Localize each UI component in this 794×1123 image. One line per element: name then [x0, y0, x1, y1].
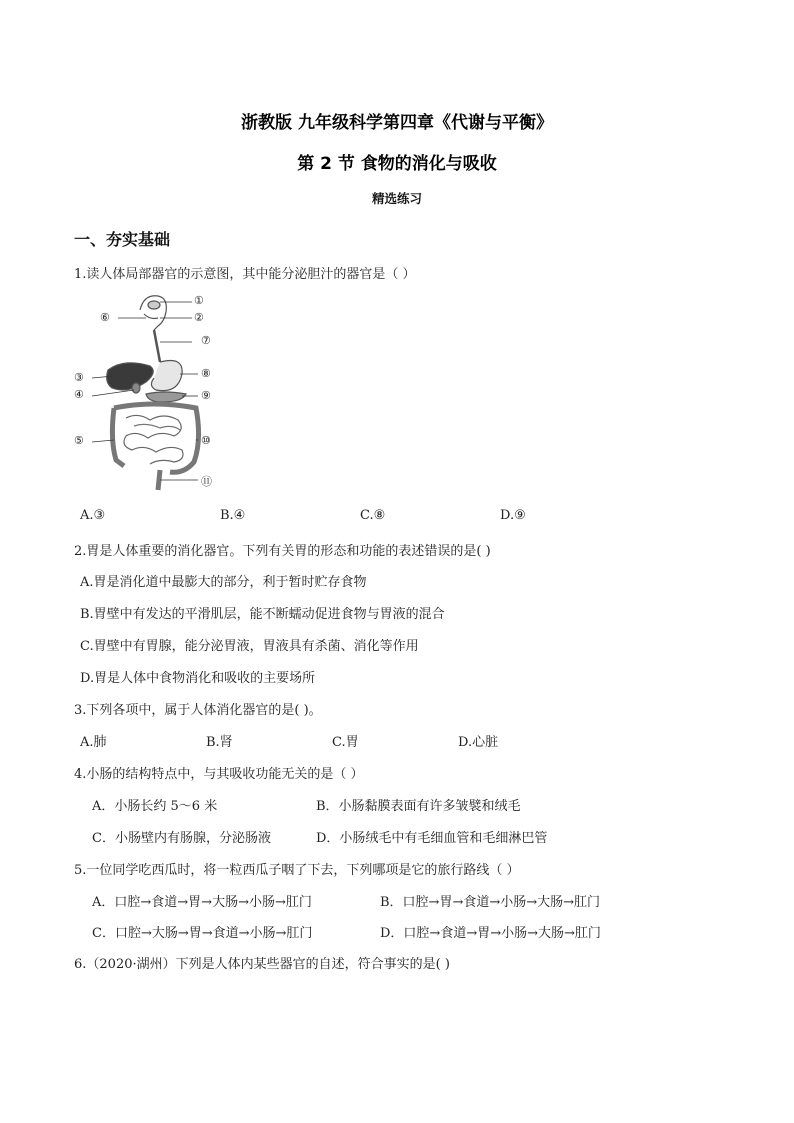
question-5-option-a[interactable]: A．口腔→食道→胃→大肠→小肠→肛门 [92, 895, 312, 910]
figure-label-11: ⑪ [201, 475, 212, 488]
question-3-stem: 3.下列各项中，属于人体消化器官的是( )。 [74, 703, 322, 718]
figure-label-9: ⑨ [201, 389, 211, 402]
question-2-option-c[interactable]: C.胃壁中有胃腺，能分泌胃液，胃液具有杀菌、消化等作用 [80, 639, 419, 654]
question-4-option-b[interactable]: B．小肠黏膜表面有许多皱襞和绒毛 [316, 799, 521, 814]
question-4-option-a[interactable]: A．小肠长约 5～6 米 [92, 799, 218, 814]
part-heading: 一、夯实基础 [74, 230, 171, 249]
question-1-option-b[interactable]: B.④ [220, 508, 246, 523]
question-1-option-c[interactable]: C.⑧ [360, 508, 386, 523]
figure-label-10: ⑩ [201, 434, 211, 447]
section-title: 第 2 节 食物的消化与吸收 [297, 154, 497, 174]
figure-label-7: ⑦ [201, 334, 211, 347]
question-6-stem: 6.（2020·湖州）下列是人体内某些器官的自述，符合事实的是( ) [74, 957, 450, 972]
document-subtitle: 精选练习 [371, 191, 422, 206]
question-4-option-c[interactable]: C．小肠壁内有肠腺，分泌肠液 [92, 831, 271, 846]
question-1-stem: 1.读人体局部器官的示意图，其中能分泌胆汁的器官是（ ） [74, 267, 416, 282]
question-2-option-a[interactable]: A.胃是消化道中最膨大的部分，利于暂时贮存食物 [80, 575, 367, 590]
question-2-option-b[interactable]: B.胃壁中有发达的平滑肌层，能不断蠕动促进食物与胃液的混合 [80, 607, 445, 622]
question-3-option-a[interactable]: A.肺 [80, 735, 107, 750]
figure-label-1: ① [194, 294, 204, 307]
figure-label-8: ⑧ [201, 367, 211, 380]
figure-label-6: ⑥ [100, 311, 110, 324]
question-3-option-c[interactable]: C.胃 [332, 735, 359, 750]
figure-label-5: ⑤ [74, 434, 84, 447]
question-2-stem: 2.胃是人体重要的消化器官。下列有关胃的形态和功能的表述错误的是( ) [74, 544, 491, 559]
question-5-option-d[interactable]: D．口腔→食道→胃→小肠→大肠→肛门 [380, 926, 601, 941]
question-1-option-a[interactable]: A.③ [80, 508, 106, 523]
question-3-option-d[interactable]: D.心脏 [458, 735, 499, 750]
figure-label-3: ③ [74, 371, 84, 384]
question-5-option-b[interactable]: B．口腔→胃→食道→小肠→大肠→肛门 [380, 895, 601, 910]
question-4-option-d[interactable]: D．小肠绒毛中有毛细血管和毛细淋巴管 [316, 831, 548, 846]
question-1-option-d[interactable]: D.⑨ [500, 508, 526, 523]
document-title: 浙教版 九年级科学第四章《代谢与平衡》 [241, 113, 553, 133]
question-3-option-b[interactable]: B.肾 [206, 735, 233, 750]
question-4-stem: 4.小肠的结构特点中，与其吸收功能无关的是（ ） [74, 767, 364, 782]
question-5-stem: 5.一位同学吃西瓜时，将一粒西瓜子咽了下去，下列哪项是它的旅行路线（ ） [74, 863, 520, 878]
question-5-option-c[interactable]: C．口腔→大肠→胃→食道→小肠→肛门 [92, 926, 313, 941]
question-2-option-d[interactable]: D.胃是人体中食物消化和吸收的主要场所 [80, 671, 316, 686]
figure-label-2: ② [194, 311, 204, 324]
figure-label-4: ④ [74, 388, 84, 401]
